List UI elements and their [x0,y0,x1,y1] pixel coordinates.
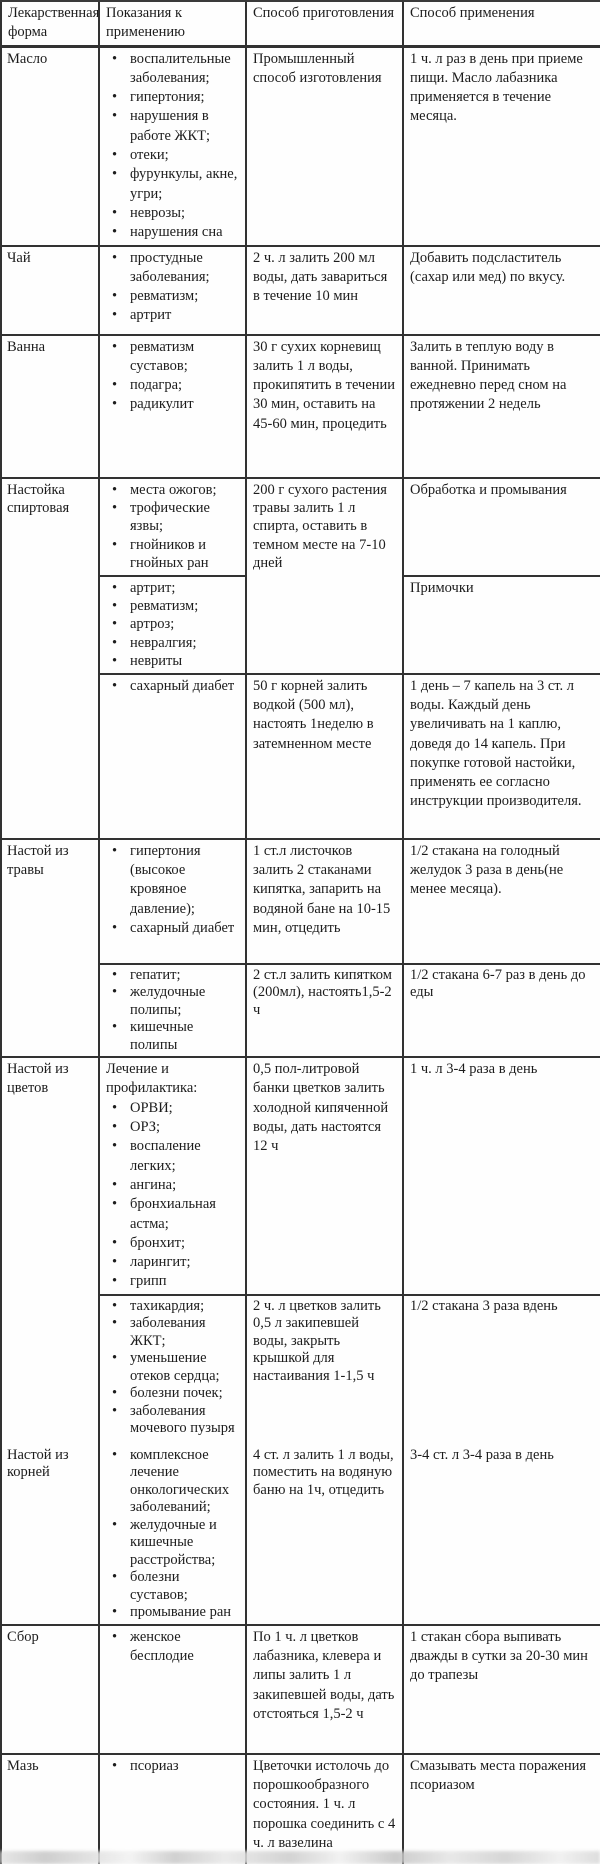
preparation-cell: Промышленный способ изготовления [246,46,403,245]
indication-item: • бронхит; [106,1234,239,1253]
indications-cell [99,335,246,478]
indication-item: • уменьшение отеков сердца; [106,1350,239,1385]
preparation-cell: 2 ч. л цветков залить 0,5 л закипевшей воды, закрыть крышкой для настаивания 1-1,5 ч [246,1295,403,1445]
indication-item: • ОРВИ; [106,1099,239,1118]
col-header-dosage-form: Лекарственная форма [1,1,99,46]
row-maslo [1,46,600,245]
indication-item: • тахикардия; [106,1298,239,1316]
preparation-cell: 1 ст.л листочков залить 2 стаканами кипятка, запарить на водяной бане на 10-15 мин, отцедить [246,839,403,964]
indication-item: • заболевания мочевого пузыря [106,1403,239,1438]
indications-intro: Лечение и профилактика: [106,1061,198,1097]
indications-cell [99,964,246,1058]
application-cell: Залить в теплую воду в ванной. Принимать ежедневно перед сном на протяжении 2 недель [403,335,600,478]
col-header-application: Способ применения [403,1,600,46]
form-cell-maslo: Масло [1,46,99,245]
form-cell-nastoy-iz-korney: Настой из корней [1,1445,99,1625]
indication-item: • болезни суставов; [106,1569,239,1604]
indication-item: • сахарный диабет [106,677,239,696]
indication-item: • кишечные полипы [106,1019,239,1054]
preparation-cell: 2 ст.л залить кипятком (200мл), настоять1,5-2 ч [246,964,403,1058]
indications-list [106,1757,239,1776]
preparation-cell: Цветочки истолочь до порошкообразного состояния. 1 ч. л порошка соединить с 4 ч. л вазелина [246,1754,403,1864]
preparation-cell: 50 г корней залить водкой (500 мл), настоять 1неделю в затемненном месте [246,674,403,839]
indications-list [106,249,239,326]
application-cell: 1/2 стакана 3 раза вдень [403,1295,600,1445]
indication-item: • комплексное лечение онкологических заболеваний; [106,1447,239,1517]
indication-item: • бронхиальная астма; [106,1195,239,1234]
indication-item: • гепатит; [106,967,239,985]
indication-item: • грипп [106,1272,239,1291]
indications-list [106,677,239,696]
form-cell-sbor: Сбор [1,1625,99,1754]
application-cell: 3-4 ст. л 3-4 раза в день [403,1445,600,1625]
application-cell: 1/2 стакана 6-7 раз в день до еды [403,964,600,1058]
indications-cell [99,674,246,839]
indications-cell [99,576,246,674]
row-chai [1,246,600,335]
col-header-indications: Показания к применению [99,1,246,46]
row-maz [1,1754,600,1864]
form-cell-maz: Мазь [1,1754,99,1864]
indications-list [106,1447,239,1622]
indications-cell [99,1295,246,1445]
indications-cell [99,839,246,964]
indication-item: • женское бесплодие [106,1628,239,1667]
form-cell-chai: Чай [1,246,99,335]
application-cell: 1 ч. л 3-4 раза в день [403,1057,600,1295]
indication-item: • сахарный диабет [106,919,239,938]
indication-item: • артрит; [106,579,239,597]
preparation-cell: 0,5 пол-литровой банки цветков залить холодной кипяченной воды, дать настоятся 12 ч [246,1057,403,1295]
indication-item: • желудочные полипы; [106,984,239,1019]
indication-item: • артрит [106,306,239,325]
indication-item: • ангина; [106,1176,239,1195]
indication-item: • радикулит [106,395,239,414]
indication-item: • гнойников и гнойных ран [106,536,239,573]
indication-item: • невриты [106,652,239,670]
header-row [1,1,600,46]
indication-item: • нарушения в работе ЖКТ; [106,107,239,146]
form-cell-vanna: Ванна [1,335,99,478]
application-cell: 1 день – 7 капель на 3 ст. л воды. Каждый день увеличивать на 1 каплю, доведя до 14 капель. При покупке готовой настойки, применять ее согласно инструкции производителя. [403,674,600,839]
row-sbor [1,1625,600,1754]
indications-cell [99,1445,246,1625]
scan-artifact-strip [0,1851,600,1864]
application-cell: Добавить подсластитель (сахар или мед) по вкусу. [403,246,600,335]
indication-item: • воспалительные заболевания; [106,50,239,89]
indications-cell [99,1625,246,1754]
indications-cell [99,1057,246,1295]
indication-item: • желудочные и кишечные расстройства; [106,1517,239,1570]
indication-item: • отеки; [106,146,239,165]
indication-item: • трофические язвы; [106,499,239,536]
indication-item: • ОРЗ; [106,1118,239,1137]
application-cell: Примочки [403,576,600,674]
preparation-cell: 4 ст. л залить 1 л воды, поместить на водяную баню на 1ч, отцедить [246,1445,403,1625]
indications-list [106,50,239,243]
indication-item: • болезни почек; [106,1385,239,1403]
form-cell-nastoika-spirtovaya: Настойка спиртовая [1,478,99,839]
row-vanna [1,335,600,478]
indication-item: • ларингит; [106,1253,239,1272]
indication-item: • места ожогов; [106,481,239,499]
indication-item: • воспаление легких; [106,1137,239,1176]
indication-item: • нарушения сна [106,223,239,242]
indication-item: • псориаз [106,1757,239,1776]
indication-item: • простудные заболевания; [106,249,239,288]
indications-list [106,967,239,1055]
indications-list [106,338,239,415]
row-travy-hypertension [1,839,600,964]
indication-item: • ревматизм суставов; [106,338,239,377]
indication-item: • неврозы; [106,204,239,223]
application-cell: Смазывать места поражения псориазом [403,1754,600,1864]
indication-item: • промывание ран [106,1604,239,1622]
col-header-preparation: Способ приготовления [246,1,403,46]
indications-cell [99,1754,246,1864]
form-cell-nastoy-iz-travy: Настой из травы [1,839,99,1058]
indication-item: • ревматизм; [106,597,239,615]
indications-cell [99,46,246,245]
indication-item: • гипертония (высокое кровяное давление); [106,842,239,919]
application-cell: 1 ч. л раз в день при приеме пищи. Масло лабазника применяется в течение месяца. [403,46,600,245]
indications-cell [99,478,246,576]
indications-list [106,842,239,938]
row-nastoika-burns [1,478,600,576]
row-korni [1,1445,600,1625]
form-cell-nastoy-iz-cvetov: Настой из цветов [1,1057,99,1445]
indications-list [106,579,239,671]
indications-list [106,1298,239,1438]
indications-list [106,1628,239,1667]
indication-item: • артроз; [106,615,239,633]
indication-item: • гипертония; [106,88,239,107]
indications-list [106,481,239,573]
indication-item: • заболевания ЖКТ; [106,1315,239,1350]
indication-item: • ревматизм; [106,287,239,306]
application-cell: Обработка и промывания [403,478,600,576]
indication-item: • невралгия; [106,634,239,652]
preparation-cell: 2 ч. л залить 200 мл воды, дать завариться в течение 10 мин [246,246,403,335]
indication-item: • подагра; [106,376,239,395]
indication-item: • фурункулы, акне, угри; [106,165,239,204]
application-cell: 1/2 стакана на голодный желудок 3 раза в день(не менее месяца). [403,839,600,964]
preparation-cell: 30 г сухих корневищ залить 1 л воды, прокипятить в течении 30 мин, оставить на 45-60 мин, процедить [246,335,403,478]
preparation-cell: По 1 ч. л цветков лабазника, клевера и липы залить 1 л закипевшей воды, дать отстояться 1,5-2 ч [246,1625,403,1754]
preparation-cell: 200 г сухого растения травы залить 1 л спирта, оставить в темном месте на 7-10 дней [246,478,403,674]
indications-cell [99,246,246,335]
row-cvety-prevention [1,1057,600,1295]
application-cell: 1 стакан сбора выпивать дважды в сутки за 20-30 мин до трапезы [403,1625,600,1754]
indications-list [106,1099,239,1292]
